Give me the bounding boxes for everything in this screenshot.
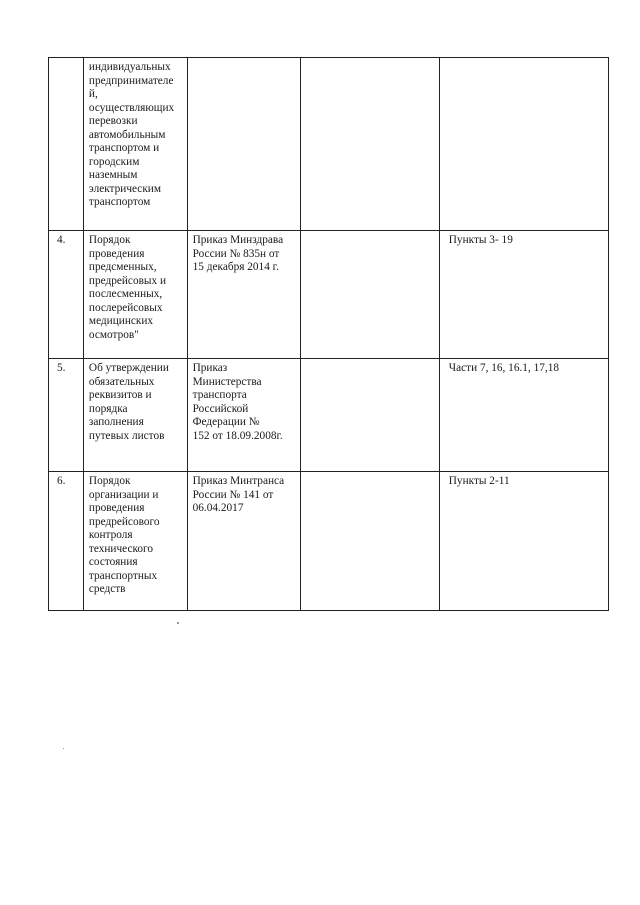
table-row [49, 58, 609, 231]
basis-line: Федерации № [192, 416, 260, 428]
row-title-cell [83, 359, 187, 472]
scan-speck [63, 748, 64, 749]
title-line: проведения [88, 502, 145, 514]
row-basis-cell [187, 58, 301, 231]
row-number-cell: 5. [49, 359, 84, 472]
provisions-text: Пункты 2-11 [448, 475, 510, 487]
title-line: транспортных [88, 569, 158, 582]
basis-line: России № 835н от [192, 247, 280, 260]
table-row [49, 359, 609, 472]
title-line: транспортом и [88, 142, 160, 154]
basis-line: Приказ Минздрава [192, 234, 284, 246]
title-line: Порядок [88, 234, 131, 246]
row-empty-cell [301, 472, 440, 611]
basis-line: Министерства [192, 375, 262, 388]
basis-line: Приказ Минтранса [192, 475, 285, 487]
row-number-cell: 6. [49, 472, 84, 611]
row-title-cell [83, 472, 187, 611]
table-row [49, 472, 609, 611]
table-row [49, 231, 609, 359]
title-line: городским [88, 155, 140, 168]
title-line: осмотров" [88, 328, 139, 341]
basis-line: Российской [192, 402, 249, 415]
title-line: состояния [88, 556, 138, 568]
row-provisions-cell [439, 472, 608, 611]
title-line: перевозки [88, 115, 138, 127]
title-line: предсменных, [88, 261, 157, 273]
row-provisions-cell [439, 231, 608, 359]
basis-line: 15 декабря 2014 г. [192, 261, 279, 273]
title-line: организации и [88, 488, 159, 501]
title-line: автомобильным [88, 128, 166, 141]
requirements-table [48, 57, 609, 611]
title-line: послерейсовых [88, 301, 163, 314]
title-line: контроля [88, 529, 133, 541]
title-line: предпринимателе [88, 74, 174, 87]
title-line: реквизитов и [88, 389, 152, 401]
title-line: порядка [88, 402, 128, 415]
basis-line: транспорта [192, 389, 247, 401]
title-line: осуществляющих [88, 101, 175, 114]
basis-line: Приказ [192, 362, 228, 374]
title-line: электрическим [88, 182, 162, 195]
title-line: заполнения [88, 416, 144, 428]
title-line: предрейсового [88, 515, 160, 528]
title-line: наземным [88, 169, 138, 181]
title-line: путевых листов [88, 429, 165, 442]
row-title-cell [83, 58, 187, 231]
scan-speck [177, 622, 179, 624]
row-number-cell [49, 58, 84, 231]
row-basis-cell [187, 359, 301, 472]
title-line: технического [88, 542, 154, 555]
row-basis-cell [187, 472, 301, 611]
basis-line: 152 от 18.09.2008г. [192, 429, 283, 442]
title-line: средств [88, 583, 126, 595]
row-number-cell: 4. [49, 231, 84, 359]
row-basis-cell [187, 231, 301, 359]
title-line: Порядок [88, 475, 131, 487]
title-line: медицинских [88, 315, 154, 327]
row-empty-cell [301, 359, 440, 472]
basis-line: России № 141 от [192, 488, 274, 501]
title-line: индивидуальных [88, 61, 171, 73]
title-line: й, [88, 88, 98, 100]
title-line: транспортом [88, 196, 151, 208]
provisions-text: Части 7, 16, 16.1, 17,18 [448, 362, 560, 374]
title-line: обязательных [88, 375, 155, 388]
row-title-cell [83, 231, 187, 359]
provisions-text: Пункты 3- 19 [448, 234, 513, 246]
title-line: Об утверждении [88, 362, 169, 374]
provisions-text [445, 61, 449, 73]
title-line: послесменных, [88, 288, 163, 300]
row-empty-cell [301, 231, 440, 359]
basis-line: 06.04.2017 [192, 502, 244, 514]
row-provisions-cell [439, 359, 608, 472]
row-empty-cell [301, 58, 440, 231]
title-line: проведения [88, 247, 145, 260]
title-line: предрейсовых и [88, 274, 167, 287]
row-provisions-cell [439, 58, 608, 231]
